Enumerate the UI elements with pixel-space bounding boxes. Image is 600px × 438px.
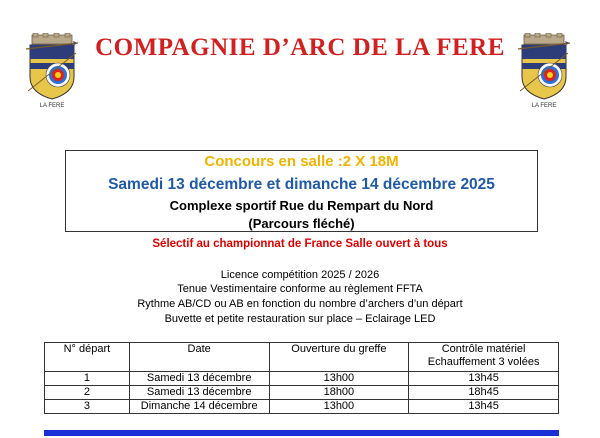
cell-greffe: 18h00 [269, 386, 409, 400]
cell-greffe: 13h00 [269, 400, 409, 414]
header-greffe: Ouverture du greffe [269, 343, 409, 372]
table-row [45, 400, 559, 414]
table-header-row [45, 343, 559, 372]
cell-greffe: 13h00 [269, 372, 409, 386]
cell-controle: 18h45 [409, 386, 559, 400]
page-title: COMPAGNIE D’ARC DE LA FERE [95, 34, 505, 61]
event-dates: Samedi 13 décembre et dimanche 14 décembre 2025 [108, 176, 495, 193]
cell-depart: 3 [45, 400, 130, 414]
event-venue: Complexe sportif Rue du Rempart du Nord [169, 198, 434, 213]
header-controle-line1: Contrôle matériel [441, 343, 526, 355]
cell-controle: 13h45 [409, 400, 559, 414]
event-info-box [65, 150, 538, 232]
info-tenue: Tenue Vestimentaire conforme au règlement FFTA [177, 283, 423, 295]
blue-divider-bar [44, 430, 559, 436]
table-row [45, 386, 559, 400]
table-row [45, 372, 559, 386]
header-depart: N° départ [45, 343, 130, 372]
selectif-notice: Sélectif au championnat de France Salle ouvert à tous [152, 238, 448, 250]
cell-date: Samedi 13 décembre [129, 372, 269, 386]
schedule-table [44, 342, 559, 414]
event-format: (Parcours fléché) [248, 216, 355, 231]
cell-date: Samedi 13 décembre [129, 386, 269, 400]
header-date: Date [129, 343, 269, 372]
cell-controle: 13h45 [409, 372, 559, 386]
info-buvette: Buvette et petite restauration sur place – Eclairage LED [164, 313, 436, 325]
logo-caption: LA FERE [531, 103, 557, 109]
logo-caption: LA FERE [39, 103, 65, 109]
cell-date: Dimanche 14 décembre [129, 400, 269, 414]
info-licence: Licence compétition 2025 / 2026 [220, 269, 380, 281]
header-controle [409, 343, 559, 372]
cell-depart: 2 [45, 386, 130, 400]
cell-depart: 1 [45, 372, 130, 386]
info-rythme: Rythme AB/CD ou AB en fonction du nombre d’archers d’un départ [137, 298, 463, 310]
event-type: Concours en salle :2 X 18M [204, 153, 399, 170]
header-controle-line2: Echauffement 3 volées [427, 356, 540, 368]
